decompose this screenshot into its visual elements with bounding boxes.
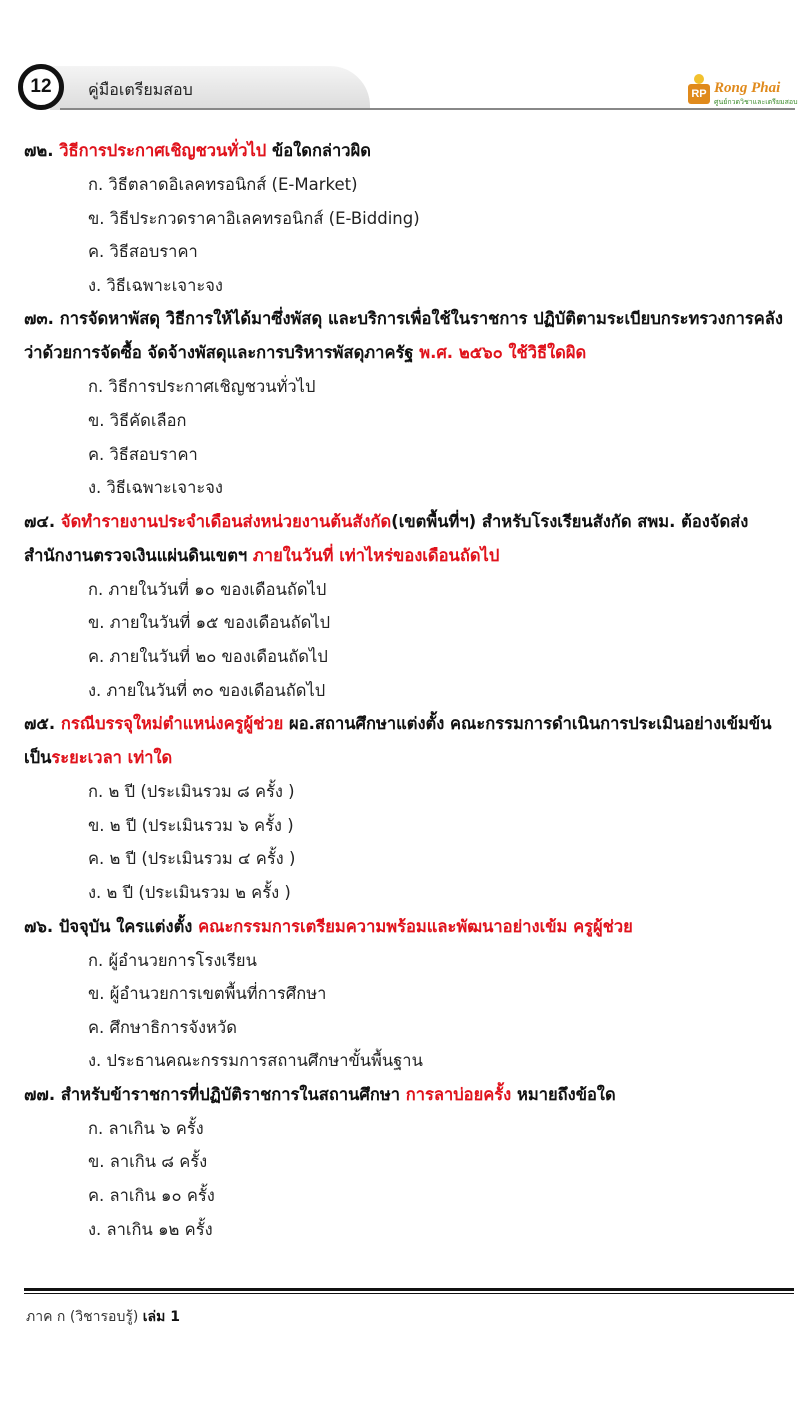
choice-list — [24, 370, 794, 504]
choice-item: ก. ผู้อำนวยการโรงเรียน — [88, 950, 257, 970]
question-block — [24, 910, 794, 1078]
choice-item: ก. ๒ ปี (ประเมินรวม ๘ ครั้ง ) — [88, 782, 295, 802]
choice-item: ก. ลาเกิน ๖ ครั้ง — [88, 1118, 204, 1138]
choice-item: ก. วิธีการประกาศเชิญชวนทั่วไป — [88, 377, 316, 397]
question-text — [24, 707, 794, 775]
question-block — [24, 302, 794, 504]
choice-item: ค. ภายในวันที่ ๒๐ ของเดือนถัดไป — [88, 646, 328, 666]
question-highlight: กรณีบรรจุใหม่ตำแหน่งครูผู้ช่วย — [60, 714, 284, 734]
page-number-badge: 12 — [18, 64, 64, 110]
footer-divider-thin — [24, 1293, 794, 1294]
question-segment: ๗๓. การจัดหาพัสดุ วิธีการให้ได้มาซึ่งพัสดุ และบริการเพื่อใช้ในราชการ ปฏิบัติตามระเบียบกระทรวงการคลังว่าด้วยการจัดซื้อ จัดจ้างพัสดุและการบริหารพัสดุภาครัฐ — [24, 309, 783, 363]
question-block — [24, 505, 794, 707]
choice-item: ข. ๒ ปี (ประเมินรวม ๖ ครั้ง ) — [88, 815, 294, 835]
footer-volume: เล่ม 1 — [142, 1309, 180, 1325]
question-block — [24, 707, 794, 909]
question-highlight: การลาบ่อยครั้ง — [405, 1084, 512, 1104]
logo-mark: RP — [688, 84, 710, 104]
question-highlight: ภายในวันที่ เท่าไหร่ของเดือนถัดไป — [252, 545, 500, 565]
question-text — [24, 1078, 794, 1112]
choice-list — [24, 573, 794, 707]
choice-item: ข. ลาเกิน ๘ ครั้ง — [88, 1152, 208, 1172]
choice-list — [24, 775, 794, 909]
question-highlight: จัดทำรายงานประจำเดือนส่งหน่วยงานต้นสังกัด — [60, 511, 392, 531]
sun-icon — [694, 74, 704, 84]
question-segment: ๗๒. — [24, 141, 60, 160]
choice-item: ค. ลาเกิน ๑๐ ครั้ง — [88, 1186, 215, 1206]
question-text — [24, 505, 794, 573]
choice-list — [24, 1112, 794, 1246]
logo-text: Rong Phai — [714, 80, 781, 96]
question-highlight: คณะกรรมการเตรียมความพร้อมและพัฒนาอย่างเข้ม ครูผู้ช่วย — [198, 916, 633, 936]
book-title: คู่มือเตรียมสอบ — [88, 80, 193, 99]
question-segment: (เขตพื้นที่ฯ) สำหรับโรงเรียนสังกัด สพม. ต้องจัดส่งสำนักงานตรวจเงินแผ่นดินเขตฯ — [24, 511, 749, 565]
footer-divider — [24, 1288, 794, 1291]
choice-item: ง. ภายในวันที่ ๓๐ ของเดือนถัดไป — [88, 680, 326, 700]
question-segment: ๗๗. สำหรับข้าราชการที่ปฏิบัติราชการในสถานศึกษา — [24, 1084, 406, 1104]
question-highlight: วิธีการประกาศเชิญชวนทั่วไป — [59, 141, 267, 160]
choice-item: ง. วิธีเฉพาะเจาะจง — [88, 275, 223, 295]
question-segment: ข้อใดกล่าวผิด — [266, 141, 371, 160]
footer — [26, 1306, 180, 1328]
choice-item: ค. ๒ ปี (ประเมินรวม ๔ ครั้ง ) — [88, 849, 296, 869]
question-segment: ๗๖. ปัจจุบัน ใครแต่งตั้ง — [24, 916, 199, 936]
choice-item: ค. ศึกษาธิการจังหวัด — [88, 1017, 237, 1037]
choice-item: ข. วิธีประกวดราคาอิเลคทรอนิกส์ (E-Bidding) — [88, 208, 420, 228]
question-segment: ๗๔. — [24, 511, 61, 531]
choice-list — [24, 944, 794, 1078]
choice-item: ค. วิธีสอบราคา — [88, 242, 198, 262]
question-highlight: ระยะเวลา เท่าใด — [51, 748, 173, 768]
question-block — [24, 1078, 794, 1246]
question-list — [24, 134, 794, 1246]
question-text — [24, 910, 794, 944]
logo-subtitle: ศูนย์กวดวิชาและเตรียมสอบ — [714, 98, 798, 106]
question-segment: ผอ.สถานศึกษาแต่งตั้ง คณะกรรมการดำเนินการประเมินอย่างเข้มข้นเป็น — [24, 714, 772, 768]
question-segment: หมายถึงข้อใด — [511, 1084, 616, 1104]
footer-section: ภาค ก (วิชารอบรู้) — [26, 1309, 143, 1325]
question-block — [24, 134, 794, 302]
choice-list — [24, 168, 794, 302]
question-highlight: พ.ศ. ๒๕๖๐ ใช้วิธีใดผิด — [419, 343, 587, 363]
rong-phai-logo — [688, 74, 798, 108]
choice-item: ก. ภายในวันที่ ๑๐ ของเดือนถัดไป — [88, 579, 327, 599]
choice-item: ง. ๒ ปี (ประเมินรวม ๒ ครั้ง ) — [88, 882, 291, 902]
choice-item: ข. ภายในวันที่ ๑๕ ของเดือนถัดไป — [88, 613, 331, 633]
choice-item: ค. วิธีสอบราคา — [88, 444, 198, 464]
choice-item: ง. ลาเกิน ๑๒ ครั้ง — [88, 1219, 213, 1239]
choice-item: ง. ประธานคณะกรรมการสถานศึกษาขั้นพื้นฐาน — [88, 1051, 423, 1071]
question-text — [24, 134, 794, 168]
question-segment: ๗๕. — [24, 714, 61, 734]
choice-item: ข. ผู้อำนวยการเขตพื้นที่การศึกษา — [88, 984, 327, 1004]
question-text — [24, 302, 794, 370]
page-header — [0, 0, 800, 130]
header-divider — [60, 108, 795, 110]
choice-item: ข. วิธีคัดเลือก — [88, 410, 187, 430]
choice-item: ก. วิธีตลาดอิเลคทรอนิกส์ (E-Market) — [88, 175, 358, 194]
choice-item: ง. วิธีเฉพาะเจาะจง — [88, 478, 223, 498]
